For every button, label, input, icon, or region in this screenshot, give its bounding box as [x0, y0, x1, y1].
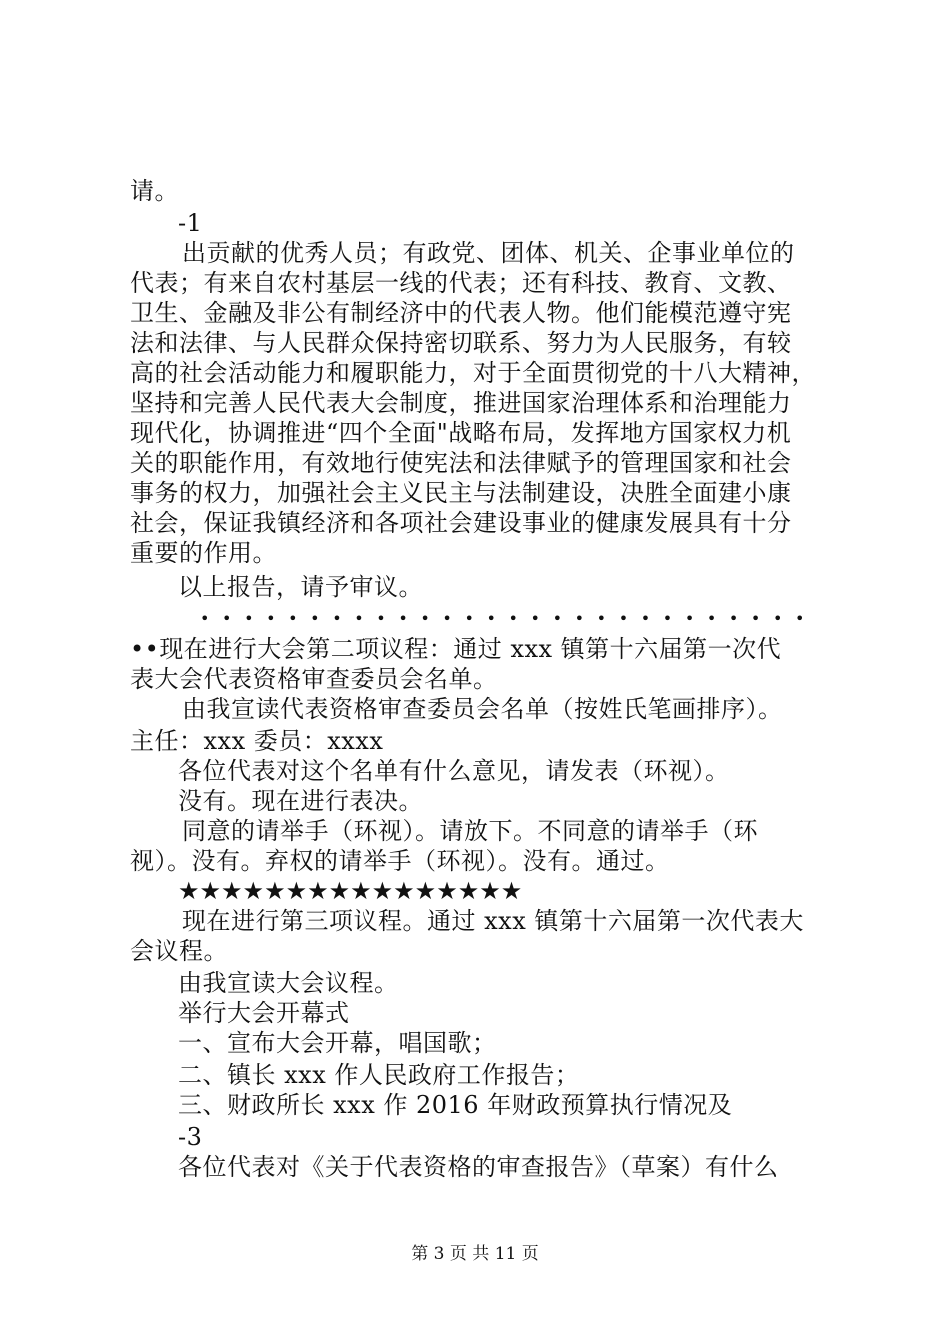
text-line: 二、镇长 xxx 作人民政府工作报告；	[178, 1061, 580, 1089]
page-footer: 第 3 页 共 11 页	[411, 1244, 539, 1264]
page-marker: -3	[178, 1123, 203, 1151]
text-line: 事务的权力，加强社会主义民主与法制建设，决胜全面建小康	[130, 479, 792, 507]
text-line: 坚持和完善人民代表大会制度，推进国家治理体系和治理能力	[130, 389, 792, 417]
text-line: 高的社会活动能力和履职能力，对于全面贯彻党的十八大精神，	[130, 359, 816, 387]
text-line: 一、宣布大会开幕，唱国歌；	[178, 1029, 497, 1057]
text-line: 现代化，协调推进“四个全面"战略布局，发挥地方国家权力机	[130, 419, 792, 447]
text-line: 以上报告，请予审议。	[178, 573, 423, 601]
page-marker: -1	[178, 209, 203, 237]
dot-separator: ••••••••••••••••••••••••••••	[200, 609, 818, 628]
text-line: 视）。没有。弃权的请举手（环视）。没有。通过。	[130, 847, 670, 875]
text-line: 举行大会开幕式	[178, 999, 350, 1027]
text-line: 主任：xxx 委员：xxxx	[130, 727, 384, 755]
text-line: 法和法律、与人民群众保持密切联系、努力为人民服务，有较	[130, 329, 792, 357]
text-line: 由我宣读大会议程。	[178, 969, 399, 997]
text-line: 现在进行第三项议程。通过 xxx 镇第十六届第一次代表大	[182, 907, 804, 935]
text-line: 重要的作用。	[130, 539, 277, 567]
star-separator: ★★★★★★★★★★★★★★★★	[178, 877, 523, 905]
text-line: 表大会代表资格审查委员会名单。	[130, 665, 498, 693]
text-line: ••现在进行大会第二项议程：通过 xxx 镇第十六届第一次代	[130, 635, 782, 663]
text-line: 关的职能作用，有效地行使宪法和法律赋予的管理国家和社会	[130, 449, 792, 477]
text-line: 会议程。	[130, 937, 228, 965]
text-line: 由我宣读代表资格审查委员会名单（按姓氏笔画排序）。	[182, 695, 783, 723]
text-line: 各位代表对《关于代表资格的审查报告》（草案）有什么	[178, 1153, 779, 1181]
text-line: 请。	[130, 177, 179, 205]
text-line: 没有。现在进行表决。	[178, 787, 423, 815]
text-line: 同意的请举手（环视）。请放下。不同意的请举手（环	[182, 817, 758, 845]
text-line: 代表；有来自农村基层一线的代表；还有科技、教育、文教、	[130, 269, 792, 297]
text-line: 三、财政所长 xxx 作 2016 年财政预算执行情况及	[178, 1091, 733, 1119]
text-line: 卫生、金融及非公有制经济中的代表人物。他们能模范遵守宪	[130, 299, 792, 327]
text-line: 社会，保证我镇经济和各项社会建设事业的健康发展具有十分	[130, 509, 792, 537]
text-line: 出贡献的优秀人员；有政党、团体、机关、企事业单位的	[182, 239, 795, 267]
text-line: 各位代表对这个名单有什么意见，请发表（环视）。	[178, 757, 730, 785]
